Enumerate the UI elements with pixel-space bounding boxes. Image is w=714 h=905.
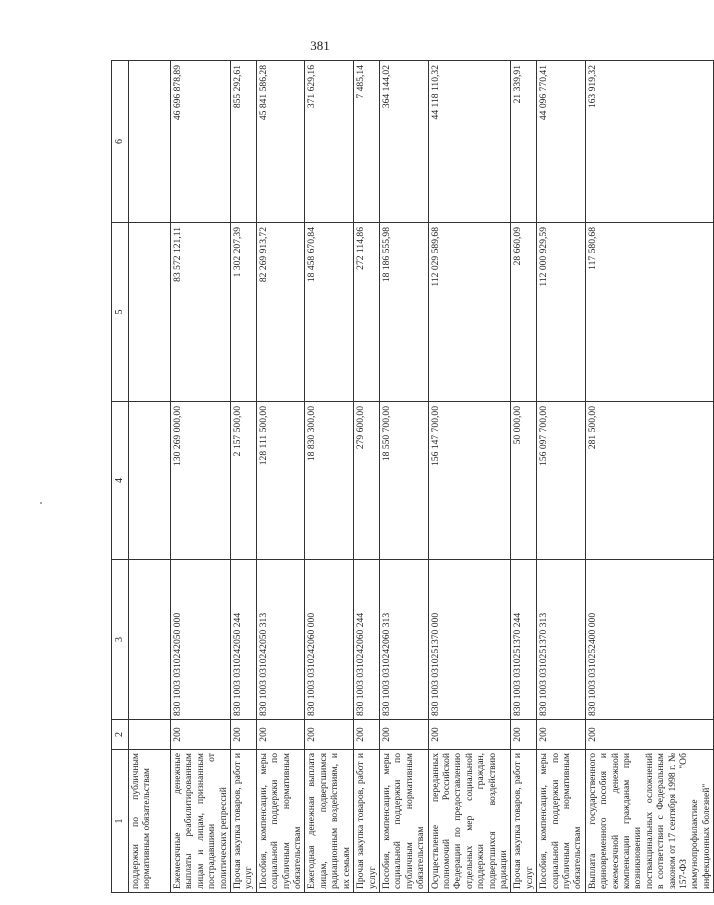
cell-budget-code: 830 1003 0310242060 244 (354, 560, 380, 720)
cell-executed: 28 660,09 (511, 223, 537, 402)
cell-unexecuted: 45 841 586,28 (256, 61, 305, 223)
cell-name: Пособия, компенсации, меры социальной поддержки по публичным нормативным обязательствам (256, 750, 305, 893)
cell-approved: 18 550 700,00 (379, 402, 428, 560)
cell-executed: 82 269 913,72 (256, 223, 305, 402)
budget-table (111, 60, 714, 893)
column-header: 1 (112, 750, 129, 893)
cell-executed (129, 223, 171, 402)
cell-line-code: 200 (231, 720, 257, 750)
column-header: 6 (112, 61, 129, 223)
cell-budget-code (129, 560, 171, 720)
cell-line-code: 200 (305, 720, 354, 750)
cell-executed: 18 186 555,98 (379, 223, 428, 402)
column-header: 5 (112, 223, 129, 402)
cell-unexecuted: 46 696 878,89 (171, 61, 231, 223)
table-row (585, 61, 713, 893)
cell-executed: 117 580,68 (585, 223, 713, 402)
cell-line-code: 200 (511, 720, 537, 750)
cell-budget-code: 830 1003 0310242050 313 (256, 560, 305, 720)
table-row (428, 61, 511, 893)
cell-approved: 156 147 700,00 (428, 402, 511, 560)
cell-approved: 130 269 000,00 (171, 402, 231, 560)
cell-name: Прочая закупка товаров, работ и услуг (354, 750, 380, 893)
table-row (305, 61, 354, 893)
cell-approved (129, 402, 171, 560)
cell-budget-code: 830 1003 0310242050 244 (231, 560, 257, 720)
cell-name: Пособия, компенсации, меры социальной поддержки по публичным нормативным обязательствам (537, 750, 586, 893)
cell-unexecuted: 371 629,16 (305, 61, 354, 223)
table-row (511, 61, 537, 893)
cell-name: Осуществление переданных полномочий Российской Федерации по предоставлению отдельных мер социальной поддержки граждан, подвергшихся воздействию радиации (428, 750, 511, 893)
table-row (354, 61, 380, 893)
cell-name: Ежегодная денежная выплата лицам, подвергшимся радиационным воздействиям, и их семьям (305, 750, 354, 893)
cell-name: Выплата государственного единовременного пособия и ежемесячной денежной компенсации гражданам при возникновении поствакцинальных осложнений в соответствии с Федеральным законом от 17 сентября 1998 г. № 157-ФЗ "Об иммунопрофилактике инфекционных болезней" (585, 750, 713, 893)
table-row (537, 61, 586, 893)
cell-budget-code: 830 1003 0310242060 313 (379, 560, 428, 720)
cell-line-code: 200 (354, 720, 380, 750)
cell-line-code: 200 (537, 720, 586, 750)
table-row (379, 61, 428, 893)
cell-line-code: 200 (171, 720, 231, 750)
cell-unexecuted: 364 144,02 (379, 61, 428, 223)
cell-unexecuted: 163 919,32 (585, 61, 713, 223)
cell-line-code (129, 720, 171, 750)
cell-executed: 272 114,86 (354, 223, 380, 402)
table-row (129, 61, 171, 893)
cell-approved: 279 600,00 (354, 402, 380, 560)
cell-line-code: 200 (256, 720, 305, 750)
cell-unexecuted: 21 339,91 (511, 61, 537, 223)
cell-name: Прочая закупка товаров, работ и услуг (511, 750, 537, 893)
scan-speck (40, 502, 42, 504)
cell-budget-code: 830 1003 0310251370 244 (511, 560, 537, 720)
cell-executed: 112 029 589,68 (428, 223, 511, 402)
column-header: 4 (112, 402, 129, 560)
column-header: 3 (112, 560, 129, 720)
cell-line-code: 200 (585, 720, 713, 750)
cell-unexecuted: 44 118 110,32 (428, 61, 511, 223)
cell-approved: 156 097 700,00 (537, 402, 586, 560)
page-number: 381 (310, 38, 330, 53)
cell-approved: 2 157 500,00 (231, 402, 257, 560)
cell-executed: 83 572 121,11 (171, 223, 231, 402)
cell-unexecuted: 855 292,61 (231, 61, 257, 223)
column-header: 2 (112, 720, 129, 750)
cell-line-code: 200 (379, 720, 428, 750)
cell-name: поддержки по публичным нормативным обязательствам (129, 750, 171, 893)
cell-name: Пособия, компенсации, меры социальной поддержки по публичным нормативным обязательствам (379, 750, 428, 893)
cell-approved: 50 000,00 (511, 402, 537, 560)
cell-name: Ежемесячные денежные выплаты реабилитированным лицам и лицам, признанным пострадавшими от политических репрессий (171, 750, 231, 893)
table-row (171, 61, 231, 893)
cell-budget-code: 830 1003 0310242060 000 (305, 560, 354, 720)
cell-approved: 18 830 300,00 (305, 402, 354, 560)
cell-budget-code: 830 1003 0310242050 000 (171, 560, 231, 720)
cell-line-code: 200 (428, 720, 511, 750)
table-row (231, 61, 257, 893)
cell-executed: 1 302 207,39 (231, 223, 257, 402)
cell-unexecuted (129, 61, 171, 223)
cell-budget-code: 830 1003 0310252400 000 (585, 560, 713, 720)
cell-name: Прочая закупка товаров, работ и услуг (231, 750, 257, 893)
header-row (112, 61, 129, 893)
cell-unexecuted: 44 096 770,41 (537, 61, 586, 223)
rotated-table-container (111, 61, 712, 893)
cell-unexecuted: 7 485,14 (354, 61, 380, 223)
cell-budget-code: 830 1003 0310251370 313 (537, 560, 586, 720)
cell-approved: 281 500,00 (585, 402, 713, 560)
cell-executed: 18 458 670,84 (305, 223, 354, 402)
table-row (256, 61, 305, 893)
cell-executed: 112 000 929,59 (537, 223, 586, 402)
cell-approved: 128 111 500,00 (256, 402, 305, 560)
cell-budget-code: 830 1003 0310251370 000 (428, 560, 511, 720)
